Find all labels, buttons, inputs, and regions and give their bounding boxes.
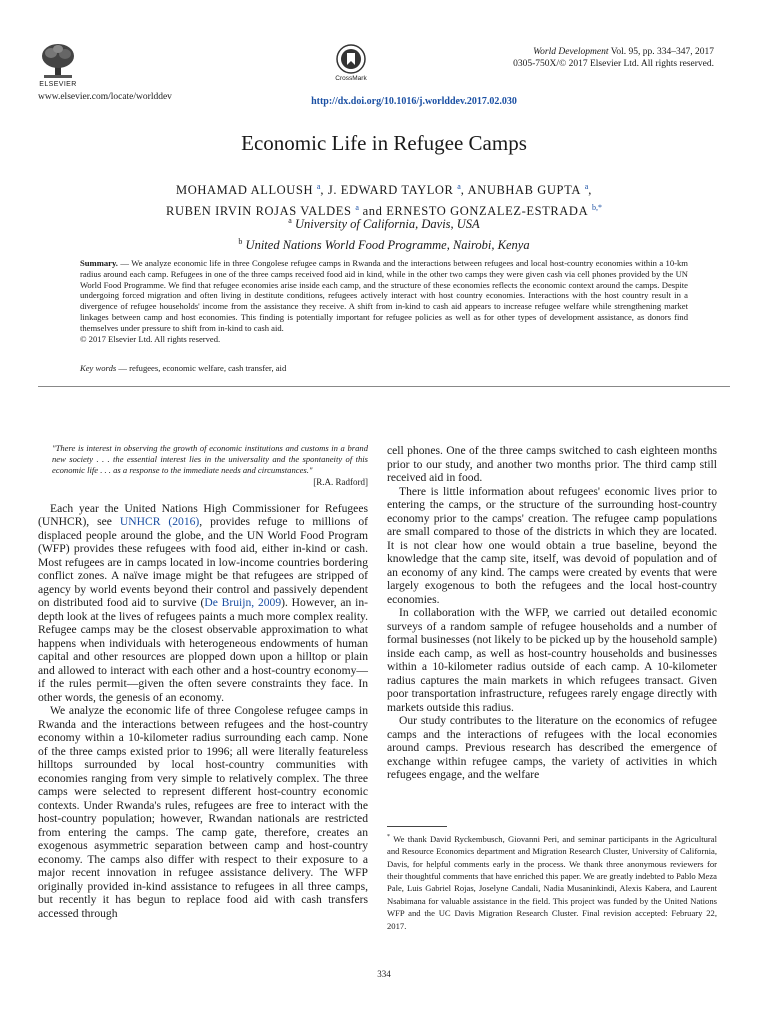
keywords xyxy=(80,363,688,373)
affiliation-mark: a xyxy=(288,216,292,225)
citation-link[interactable]: De Bruijn, 2009 xyxy=(204,596,282,610)
author-affiliation-mark[interactable]: a xyxy=(457,182,461,191)
affiliation-item xyxy=(0,233,768,254)
affiliation-list xyxy=(0,212,768,254)
journal-volume-line xyxy=(513,46,714,58)
author-affiliation-mark[interactable]: a xyxy=(584,182,589,191)
keywords-text: — refugees, economic welfare, cash transfer, aid xyxy=(116,363,287,373)
crossmark-icon xyxy=(336,44,366,74)
journal-volume: Vol. 95, pp. 334–347, 2017 xyxy=(608,47,714,57)
crossmark-badge[interactable] xyxy=(333,44,369,82)
body-text: , provides refuge to millions of displaced people around the globe, and the UN World Food Program (WFP) provides these refugees with food aid, either in-kind or cash. Most refugees are in camps located in low-income countries bordering conflict zones. A naïve image might be that refugees are stripped of agency by world events beyond their control and passively dependent on distributed food aid to survive ( xyxy=(38,515,368,610)
journal-citation xyxy=(513,46,714,70)
author-name[interactable]: MOHAMAD ALLOUSH xyxy=(175,183,314,198)
affiliation-item xyxy=(0,212,768,233)
body-paragraph xyxy=(38,502,368,705)
elsevier-tree-icon xyxy=(38,42,78,80)
citation-link[interactable]: UNHCR (2016) xyxy=(119,515,200,529)
elsevier-logo xyxy=(38,42,78,92)
author-affiliation-mark[interactable]: a xyxy=(316,182,321,191)
author-line-1: MOHAMAD ALLOUSH $^a$, J. EDWARD TAYLOR $^a$, ANUBHAB GUPTA $^a$, xyxy=(175,182,592,198)
abstract xyxy=(80,258,688,344)
journal-name: World Development xyxy=(533,47,609,57)
body-paragraph: In collaboration with the WFP, we carried out detailed economic surveys of a random sample of refugee households and a number of formal businesses (not likely to be picked up by the household sample) inside each camp, as well as host-country households and businesses within a 10-kilometer radius outside of each camp. A 10-kilometer radius captures the main markets in which refugees transact. Given poor transportation infrastructure, refugees rarely engage directly with markets outside this radius. xyxy=(387,606,717,714)
affiliation-text: University of California, Davis, USA xyxy=(294,217,480,232)
abstract-label: Summary. xyxy=(80,258,118,268)
author-name[interactable]: J. EDWARD TAYLOR xyxy=(327,183,454,198)
epigraph: "There is interest in observing the growth of economic institutions and customs in a brand new society . . . the essential interest lies in the universality and the spontaneity of this economic life . . . as a response to the immediate needs and circumstances." xyxy=(52,443,368,475)
keywords-label: Key words xyxy=(80,363,117,373)
footnote-mark: * xyxy=(387,834,390,840)
body-paragraph: We analyze the economic life of three Congolese refugee camps in Rwanda and the interactions between refugees and the host-country economy within a 10-kilometer radius surrounding each camp. None of the three camps existed prior to 1996; all were literally featureless hilltops surrounded by local host-country communities with economies ranging from very simple to relatively complex. The three camps were selected to represent different host-country economic contexts. Under Rwanda's rules, refugees are free to interact with the host-country population; however, Rwandan nationals are restricted from entering the camps. The camp gate, therefore, creates an exogenous asymmetric separation between camp and host-country economy. The camps also differ with respect to their exposure to a major recent innovation in refugee assistance delivery. The WFP originally provided in-kind assistance to refugees in all three camps, but recently it has begun to replace food aid with cash transfers accessed through xyxy=(38,704,368,920)
body-text: ). However, an in-depth look at the lives of refugees paints a much more complex reality. Refugee camps may be the closest observable approximation to what happens when individuals with heterogeneous endowments of human capital and other resources are plopped down upon a hilltop or plain and allowed to interact with each other and a host-country economy—if the rules permit—given the often severe constraints they face. In other words, the genesis of an economy. xyxy=(38,596,369,704)
footnote-rule xyxy=(387,826,447,827)
body-paragraph: cell phones. One of the three camps switched to cash eighteen months prior to our study, and another two months prior. The third camp still received aid in food. xyxy=(387,444,717,484)
crossmark-label: CrossMark xyxy=(335,75,367,82)
author-affiliation-mark[interactable]: a xyxy=(355,203,359,213)
article-title: Economic Life in Refugee Camps xyxy=(241,131,527,155)
abstract-text: — We analyze economic life in three Congolese refugee camps in Rwanda and the interactions between refugees and local host-country economies within a 10-km radius around each camp. Refugees in one of the three camps received food aid in kind, while in the other two camps they were given cash via cell phones provided by the UN World Food Programme. We find that refugee economies arise inside each camp, and the structure of these economies reflects the economic context around the camps. Despite undergoing forced migration and often living in destitute conditions, refugees actively interact with host country economies. Interactions with the host country result in a divergence of refugee households' income from the assistance they receive. A shift from in-kind to cash aid appears to increase refugee welfare while strengthening market linkages between camp and host economies. This finding is potentially important for refugee policies as well as for other types of development assistance, as donors find themselves under pressure to shift from in-kind to cash aid. xyxy=(80,258,688,333)
section-divider xyxy=(38,386,730,387)
body-text: Each year the United Nations High Commissioner for Refugees (UNHCR), see xyxy=(38,501,368,529)
author-affiliation-mark[interactable]: b,* xyxy=(591,203,602,213)
body-paragraph: Our study contributes to the literature on the economics of refugee camps and the interactions of refugees with the local economies around camps. Previous research has described the emergence of exchange within refugee camps, the variety of activities in which refugees engage, and the welfare xyxy=(387,714,717,781)
body-column-left xyxy=(38,443,368,920)
doi-link[interactable]: http://dx.doi.org/10.1016/j.worlddev.2017.02.030 xyxy=(311,96,517,107)
footnote-text: We thank David Ryckembusch, Giovanni Peri, and seminar participants in the Agricultural and Resource Economics department and Migration Research Cluster, University of California, Davis, for helpful comments early in the process. We thank three anonymous reviewers for their thoughtful comments that have enriched this paper. We are greatly indebted to Pablo Meza Pale, Luis Gabriel Rojas, Joselyne Candali, Nadia Musaninkindi, Alexis Kabera, and Laurent Nsabimana for valuable assistance in the field. This project was funded by the United Nations WFP and the UC Davis Migration Research Cluster. Final revision accepted: February 22, 2017. xyxy=(387,833,717,931)
page-number: 334 xyxy=(377,969,391,979)
author-name[interactable]: RUBEN IRVIN ROJAS VALDES xyxy=(166,204,352,219)
author-name[interactable]: ANUBHAB GUPTA xyxy=(467,183,581,198)
author-line-2: RUBEN IRVIN ROJAS VALDES $^a$ and ERNESTO GONZALEZ-ESTRADA $^{b,*}$ xyxy=(166,203,602,219)
epigraph-attribution: [R.A. Radford] xyxy=(313,477,368,488)
affiliation-mark: b xyxy=(238,237,243,247)
copyright-notice: © 2017 Elsevier Ltd. All rights reserved. xyxy=(80,333,221,344)
author-name[interactable]: ERNESTO GONZALEZ-ESTRADA xyxy=(386,204,589,219)
footnote xyxy=(387,831,717,932)
abstract-paragraph xyxy=(80,258,688,334)
journal-url[interactable]: www.elsevier.com/locate/worlddev xyxy=(38,92,172,102)
publisher-name: ELSEVIER xyxy=(39,81,77,88)
issn-line: 0305-750X/© 2017 Elsevier Ltd. All rights reserved. xyxy=(513,59,714,69)
affiliation-text: United Nations World Food Programme, Nairobi, Kenya xyxy=(245,238,530,253)
body-paragraph: There is little information about refugees' economic lives prior to entering the camps, or the structure of the surrounding host-country economy prior to the camps' creation. The refugee camp populations are small compared to those of the districts in which they are located. It is not clear how one would obtain a true baseline, beyond the knowledge that the camp site, itself, was devoid of population and of an economy of any kind. The camps were created by events that were largely exogenous to both the refugees and the local host-country economies. xyxy=(387,484,717,606)
body-column-right xyxy=(387,444,717,782)
